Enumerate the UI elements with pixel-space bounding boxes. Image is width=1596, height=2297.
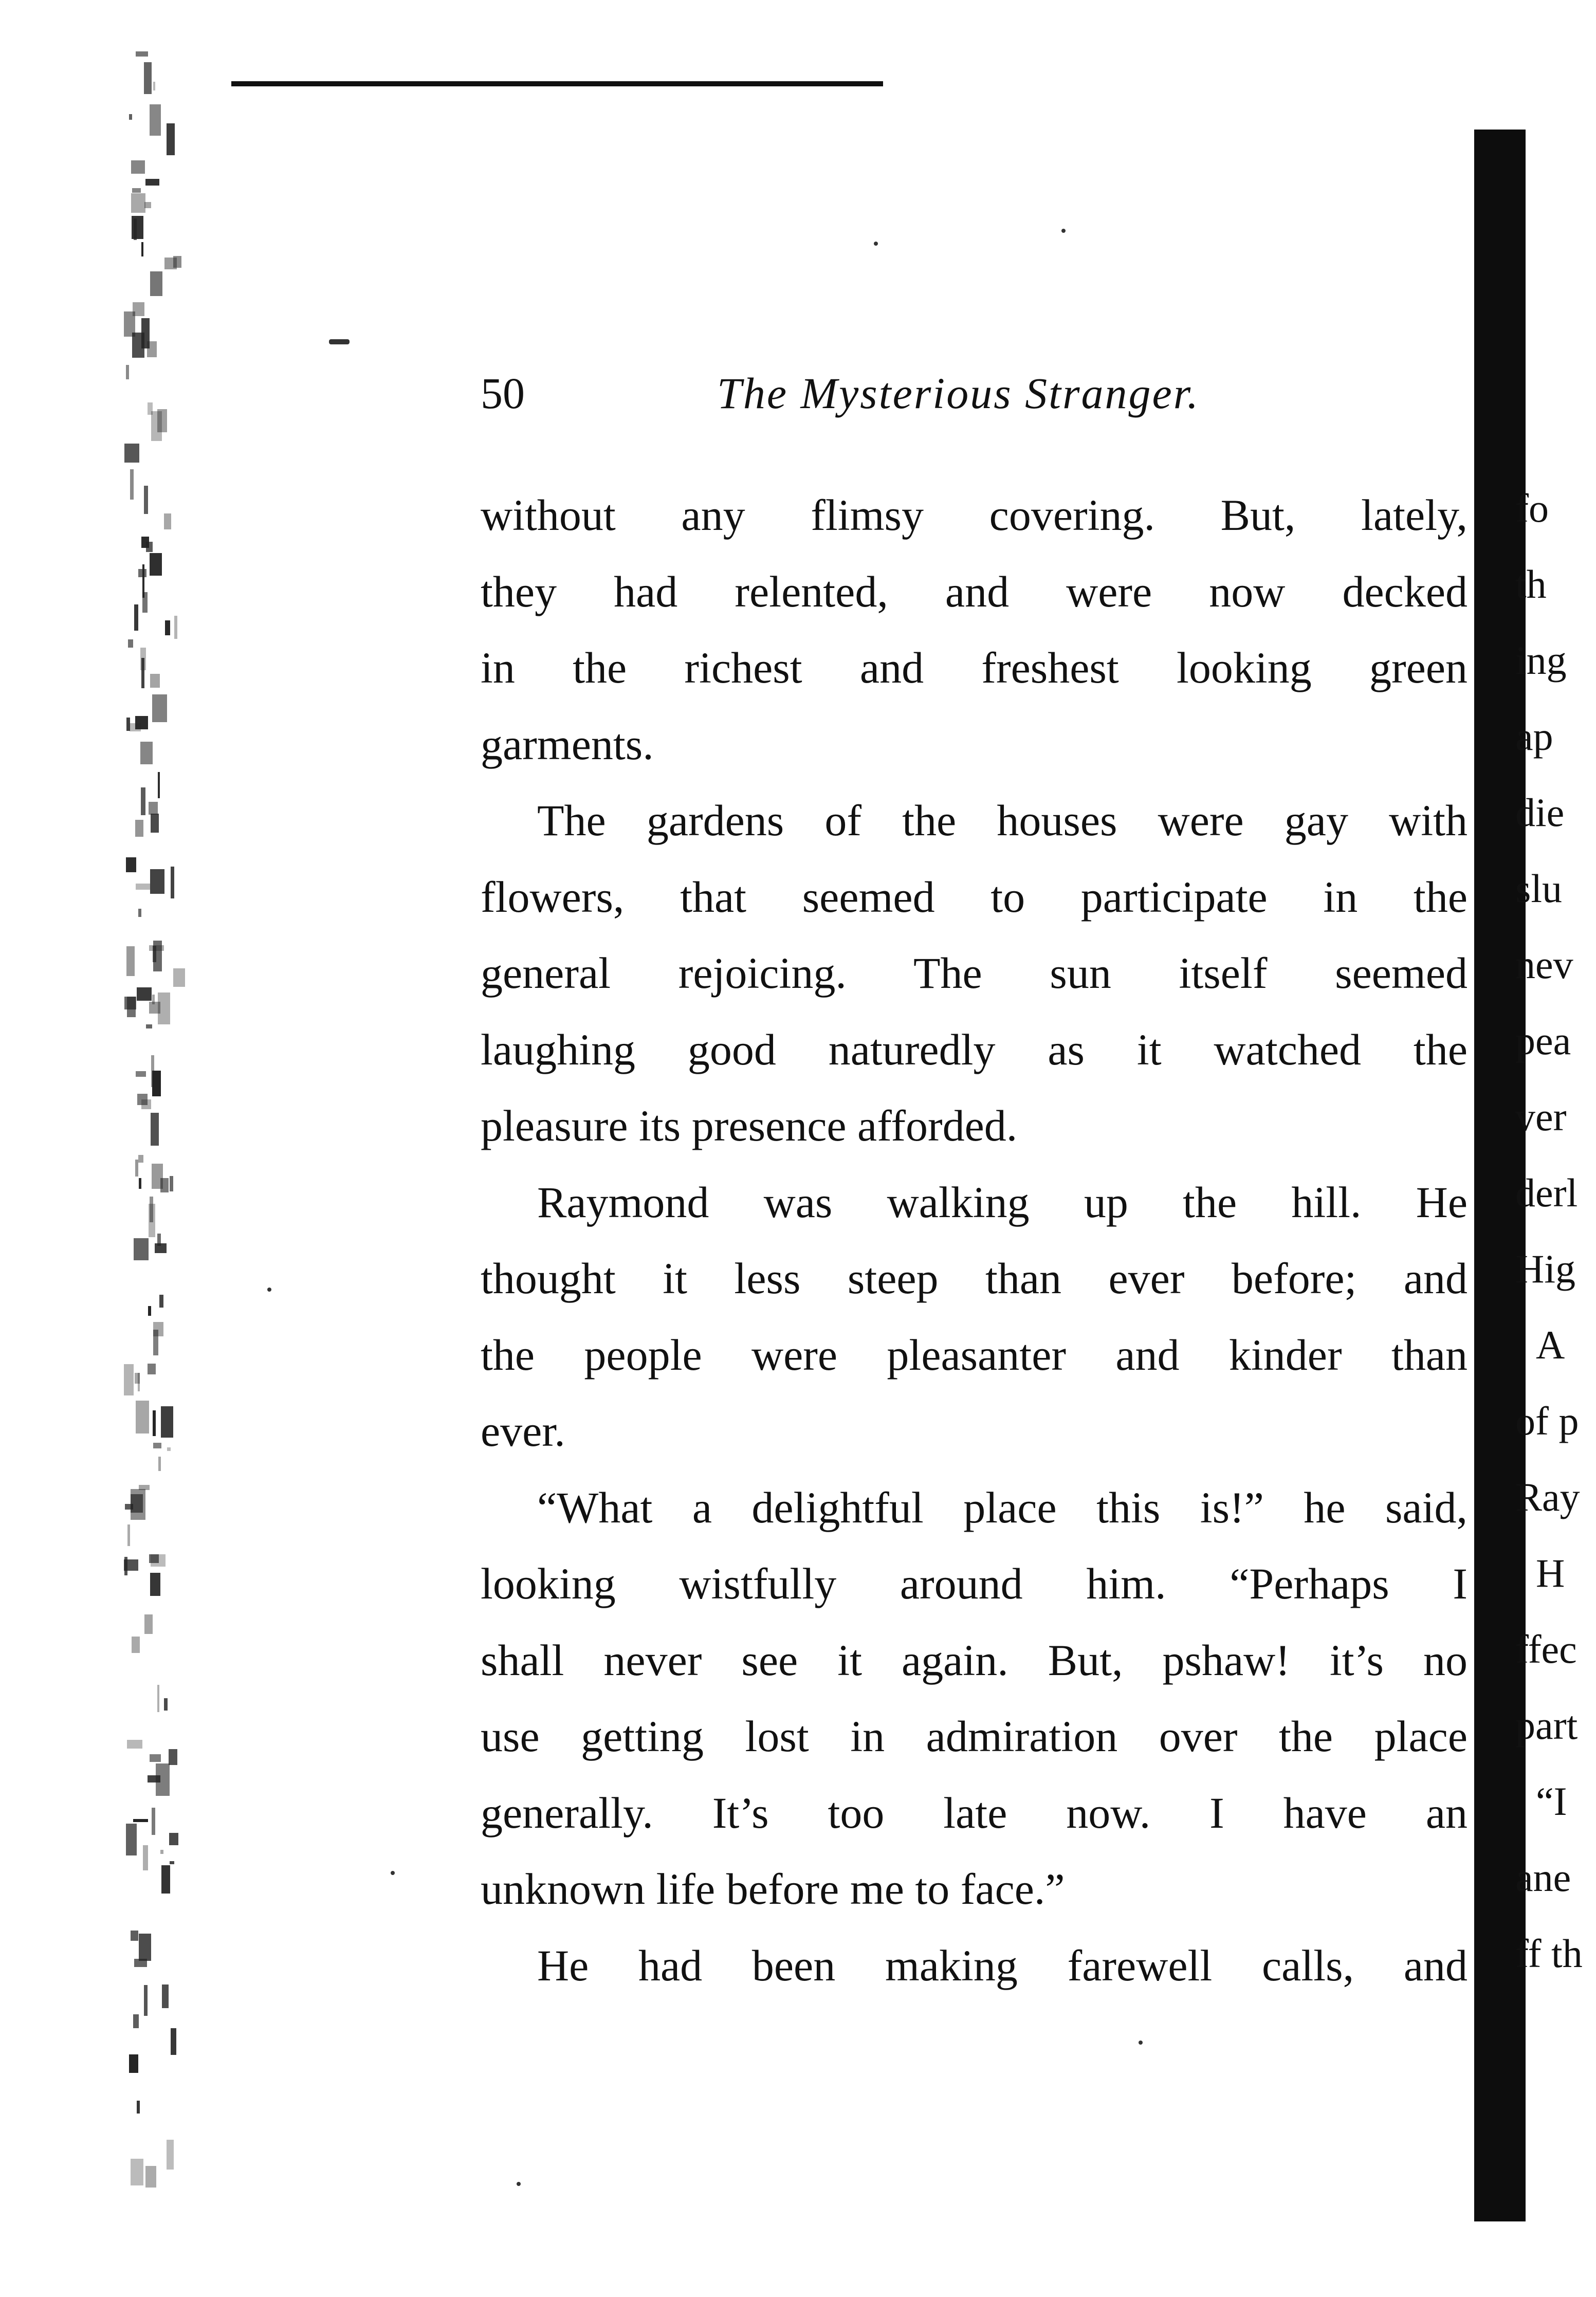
text-line: thought it less steep than ever before; and xyxy=(481,1254,1467,1303)
gutter-noise-mark xyxy=(133,2014,139,2028)
gutter-noise-mark xyxy=(134,1959,148,1968)
gutter-noise-mark xyxy=(150,1754,161,1761)
gutter-noise-mark xyxy=(161,1406,173,1438)
gutter-noise-mark xyxy=(131,160,145,174)
facing-page-fragment: nev xyxy=(1515,942,1573,987)
gutter-noise-mark xyxy=(137,2101,140,2113)
binding-gutter-noise xyxy=(123,51,216,2210)
text-line: pleasure its presence afforded. xyxy=(481,1101,1018,1150)
facing-page-fragment: ff th xyxy=(1515,1931,1583,1976)
gutter-noise-mark xyxy=(152,1808,155,1835)
text-line: they had relented, and were now decked xyxy=(481,566,1467,616)
facing-page-fragment: ing xyxy=(1515,638,1567,683)
facing-page-fragment: A xyxy=(1536,1322,1565,1367)
gutter-noise-mark xyxy=(145,2166,157,2188)
facing-page-fragment: ane xyxy=(1515,1855,1571,1900)
gutter-noise-mark xyxy=(129,2054,139,2072)
gutter-noise-mark xyxy=(171,2028,176,2055)
page-number: 50 xyxy=(481,369,525,418)
gutter-noise-mark xyxy=(127,1524,130,1547)
scan-speck xyxy=(1139,2041,1143,2045)
gutter-noise-mark xyxy=(173,968,185,987)
facing-page-fragment: Hig xyxy=(1515,1246,1575,1291)
gutter-noise-mark xyxy=(124,997,136,1009)
text-line: laughing good naturedly as it watched the xyxy=(481,1024,1467,1074)
facing-page-fragment: ver xyxy=(1515,1094,1567,1139)
gutter-noise-mark xyxy=(150,869,164,893)
gutter-noise-mark xyxy=(158,772,160,798)
text-line: generally. It’s too late now. I have an xyxy=(481,1788,1467,1837)
facing-page-fragment: derl xyxy=(1515,1170,1578,1215)
gutter-noise-mark xyxy=(141,787,145,815)
gutter-noise-mark xyxy=(167,2140,174,2170)
scan-speck xyxy=(1061,229,1066,233)
text-line: the people were pleasanter and kinder than xyxy=(481,1330,1467,1380)
gutter-noise-mark xyxy=(141,242,143,256)
gutter-noise-mark xyxy=(138,1155,143,1163)
gutter-noise-mark xyxy=(159,1295,163,1308)
gutter-noise-mark xyxy=(126,857,136,872)
gutter-noise-mark xyxy=(150,104,161,136)
gutter-noise-mark xyxy=(124,444,139,463)
gutter-noise-mark xyxy=(152,694,167,722)
gutter-noise-mark xyxy=(149,802,158,815)
gutter-noise-mark xyxy=(137,1094,148,1105)
gutter-noise-mark xyxy=(141,537,149,548)
gutter-noise-mark xyxy=(136,1401,149,1433)
gutter-noise-mark xyxy=(126,946,135,976)
gutter-noise-mark xyxy=(137,987,152,1000)
gutter-noise-mark xyxy=(170,1861,174,1864)
facing-page-fragment: Ray xyxy=(1515,1475,1580,1519)
gutter-noise-mark xyxy=(128,639,133,648)
text-line: without any flimsy covering. But, lately, xyxy=(481,490,1467,540)
gutter-noise-mark xyxy=(136,51,148,57)
text-line: The gardens of the houses were gay with xyxy=(537,796,1467,845)
gutter-noise-mark xyxy=(158,1457,161,1471)
text-line: use getting lost in admiration over the place xyxy=(481,1712,1467,1761)
gutter-noise-mark xyxy=(139,1934,151,1961)
text-line: He had been making farewell calls, and xyxy=(537,1940,1467,1990)
scan-speck xyxy=(329,339,350,344)
facing-page-fragment: “I xyxy=(1536,1779,1567,1824)
gutter-noise-mark xyxy=(161,1865,170,1894)
gutter-noise-mark xyxy=(150,271,162,296)
gutter-noise-mark xyxy=(148,402,153,415)
gutter-noise-mark xyxy=(130,469,134,499)
gutter-noise-mark xyxy=(132,1637,140,1653)
scan-speck xyxy=(517,2182,521,2186)
facing-page-fragment: pea xyxy=(1515,1018,1571,1063)
gutter-noise-mark xyxy=(135,820,143,836)
gutter-noise-mark xyxy=(158,993,170,1024)
scan-speck xyxy=(267,1288,271,1292)
text-line: looking wistfully around him. “Perhaps I xyxy=(481,1559,1467,1608)
gutter-noise-mark xyxy=(124,1557,127,1575)
text-line: unknown life before me to face.” xyxy=(481,1864,1065,1914)
gutter-noise-mark xyxy=(135,1373,140,1384)
page-header xyxy=(481,367,1432,424)
gutter-noise-mark xyxy=(157,409,167,432)
gutter-noise-mark xyxy=(169,1749,177,1765)
gutter-noise-mark xyxy=(131,1494,143,1513)
gutter-noise-mark xyxy=(133,302,145,316)
facing-page-fragment: th xyxy=(1515,562,1547,607)
text-line: ever. xyxy=(481,1406,565,1456)
gutter-noise-mark xyxy=(144,486,148,514)
text-line: Raymond was walking up the hill. He xyxy=(537,1177,1467,1227)
facing-page-fragment: of p xyxy=(1515,1399,1579,1443)
gutter-noise-mark xyxy=(145,179,160,186)
gutter-noise-mark xyxy=(151,814,159,833)
gutter-noise-mark xyxy=(144,1614,153,1634)
facing-page-fragment: ap xyxy=(1515,714,1553,759)
gutter-noise-mark xyxy=(131,193,145,213)
gutter-noise-mark xyxy=(148,1775,160,1783)
gutter-noise-mark xyxy=(164,1698,168,1711)
gutter-noise-mark xyxy=(153,1410,156,1436)
gutter-noise-mark xyxy=(174,616,177,638)
gutter-noise-mark xyxy=(160,1850,163,1853)
gutter-noise-mark xyxy=(127,1740,142,1749)
text-line: shall never see it again. But, pshaw! it’s no xyxy=(481,1635,1467,1685)
gutter-noise-mark xyxy=(126,365,129,379)
gutter-noise-mark xyxy=(150,674,160,687)
facing-page-fragment: die xyxy=(1515,790,1565,835)
gutter-noise-mark xyxy=(167,1447,171,1451)
gutter-noise-mark xyxy=(140,742,152,764)
gutter-noise-mark xyxy=(149,1554,159,1563)
gutter-noise-mark xyxy=(150,553,162,576)
gutter-noise-mark xyxy=(135,716,148,729)
facing-page-edge xyxy=(1515,0,1596,2297)
gutter-noise-mark xyxy=(129,114,132,119)
text-line: in the richest and freshest looking green xyxy=(481,643,1467,692)
gutter-noise-mark xyxy=(140,648,146,670)
gutter-noise-mark xyxy=(170,1176,173,1191)
text-line: general rejoicing. The sun itself seemed xyxy=(481,948,1467,998)
gutter-noise-mark xyxy=(131,1931,139,1941)
gutter-noise-mark xyxy=(134,604,138,631)
gutter-noise-mark xyxy=(152,1071,160,1096)
gutter-noise-mark xyxy=(143,1845,148,1870)
body-text xyxy=(481,477,1467,2004)
facing-page-fragment: fo xyxy=(1515,486,1549,530)
gutter-noise-mark xyxy=(153,1443,161,1448)
gutter-noise-mark xyxy=(148,1306,151,1316)
gutter-noise-mark xyxy=(133,1819,148,1822)
gutter-noise-mark xyxy=(162,1984,169,2008)
gutter-noise-mark xyxy=(124,1364,134,1395)
running-title: The Mysterious Stranger. xyxy=(717,369,1200,418)
gutter-noise-mark xyxy=(164,513,171,529)
gutter-noise-mark xyxy=(167,123,175,156)
text-line: garments. xyxy=(481,719,654,769)
gutter-noise-mark xyxy=(151,1113,159,1146)
gutter-noise-mark xyxy=(144,1985,148,2016)
gutter-noise-mark xyxy=(152,1164,163,1189)
facing-page-fragment: ffec xyxy=(1515,1627,1577,1671)
gutter-noise-mark xyxy=(144,62,152,94)
gutter-noise-mark xyxy=(139,1178,141,1189)
gutter-noise-mark xyxy=(136,884,150,890)
gutter-noise-mark xyxy=(136,1071,146,1077)
facing-page-fragment: H xyxy=(1536,1551,1565,1595)
gutter-noise-mark xyxy=(150,1573,161,1596)
gutter-noise-mark xyxy=(134,218,137,240)
gutter-noise-mark xyxy=(126,718,130,731)
gutter-noise-mark xyxy=(173,256,181,268)
gutter-noise-mark xyxy=(144,202,151,208)
gutter-noise-mark xyxy=(149,1204,155,1237)
gutter-noise-mark xyxy=(148,1364,156,1374)
gutter-noise-mark xyxy=(153,82,155,90)
gutter-noise-mark xyxy=(169,1833,179,1845)
top-rule xyxy=(231,81,883,86)
gutter-noise-mark xyxy=(138,909,141,917)
scan-speck xyxy=(391,1871,395,1875)
gutter-noise-mark xyxy=(157,1234,161,1246)
gutter-noise-mark xyxy=(142,592,148,613)
text-line: flowers, that seemed to participate in the xyxy=(481,872,1467,922)
facing-page-fragment: part xyxy=(1515,1703,1578,1748)
text-line: “What a delightful place this is!” he said, xyxy=(537,1482,1467,1532)
scan-speck xyxy=(874,242,878,246)
gutter-noise-mark xyxy=(157,1685,159,1712)
gutter-noise-mark xyxy=(153,941,162,971)
gutter-noise-mark xyxy=(132,188,141,193)
gutter-noise-mark xyxy=(134,1238,149,1260)
gutter-noise-mark xyxy=(171,867,174,898)
gutter-noise-mark xyxy=(131,2159,143,2185)
gutter-noise-mark xyxy=(153,1322,163,1336)
gutter-noise-mark xyxy=(152,995,155,1004)
facing-page-fragment: slu xyxy=(1515,866,1563,911)
gutter-noise-mark xyxy=(126,1824,137,1855)
gutter-noise-mark xyxy=(165,620,170,636)
gutter-noise-mark xyxy=(146,1024,153,1028)
